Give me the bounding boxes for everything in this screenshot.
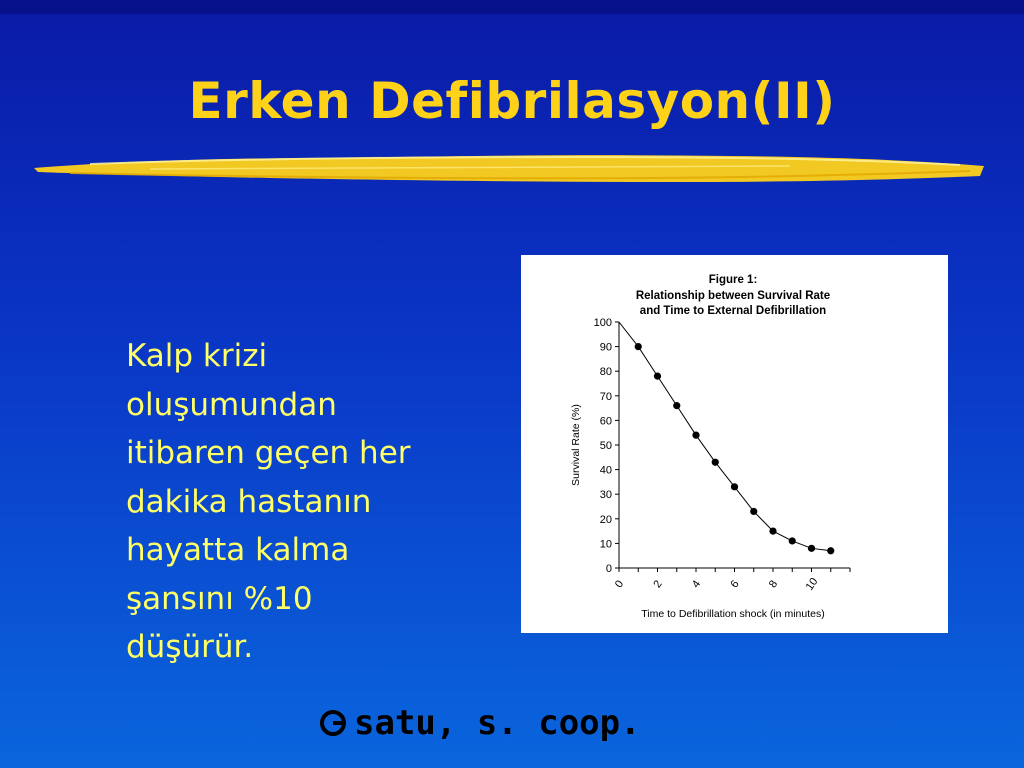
company-logo <box>318 700 641 746</box>
y-tick-label: 90 <box>599 341 612 354</box>
y-axis-label: Survival Rate (%) <box>570 404 582 486</box>
body-text-line: hayatta kalma <box>126 532 350 568</box>
y-tick-label: 60 <box>599 415 612 428</box>
title-underline-brush-stroke <box>30 146 990 186</box>
chart-subtitle-line: and Time to External Defibrillation <box>639 305 827 317</box>
x-tick-label: 4 <box>689 578 704 591</box>
x-tick-label: 8 <box>766 578 781 591</box>
chart-subtitle-line: Relationship between Survival Rate <box>635 290 831 302</box>
slide-title: Erken Defibrilasyon(II) <box>188 72 836 130</box>
y-tick-label: 50 <box>599 440 612 452</box>
logo-text: satu, s. coop. <box>354 703 641 743</box>
survival-rate-chart <box>521 255 948 633</box>
body-text-line: itibaren geçen her <box>126 435 411 471</box>
top-band <box>0 0 1024 14</box>
data-point <box>654 373 661 380</box>
y-tick-label: 40 <box>599 464 612 477</box>
body-text-line: oluşumundan <box>126 386 337 423</box>
body-text-line: düşürür. <box>126 629 254 665</box>
chart-title: Figure 1: <box>708 274 758 286</box>
y-tick-label: 30 <box>599 489 612 502</box>
data-point <box>789 537 796 544</box>
body-text <box>126 332 486 672</box>
y-tick-label: 70 <box>599 390 612 403</box>
x-axis-label: Time to Defibrillation shock (in minutes) <box>641 608 825 620</box>
y-tick-label: 80 <box>599 366 612 379</box>
chart-figure <box>521 255 948 633</box>
y-tick-label: 100 <box>593 317 612 329</box>
data-point <box>692 432 699 439</box>
y-tick-label: 0 <box>605 563 612 575</box>
body-text-line: Kalp krizi <box>126 338 268 374</box>
data-point <box>673 402 680 409</box>
data-point <box>750 508 757 515</box>
y-tick-label: 20 <box>599 513 612 526</box>
x-tick-label: 2 <box>651 578 665 591</box>
data-point <box>808 545 815 552</box>
body-text-line: dakika hastanın <box>126 483 372 520</box>
data-point <box>827 547 834 554</box>
x-tick-label: 6 <box>728 578 742 591</box>
data-point <box>712 459 719 466</box>
y-tick-label: 10 <box>599 538 612 551</box>
data-point <box>769 528 776 535</box>
data-point <box>731 483 738 490</box>
x-tick-label: 10 <box>803 575 821 593</box>
series-line <box>619 322 831 551</box>
x-tick-label: 0 <box>612 578 627 591</box>
body-text-line: şansını %10 <box>126 580 313 617</box>
logo-mark-icon <box>318 708 348 738</box>
data-point <box>635 343 642 350</box>
